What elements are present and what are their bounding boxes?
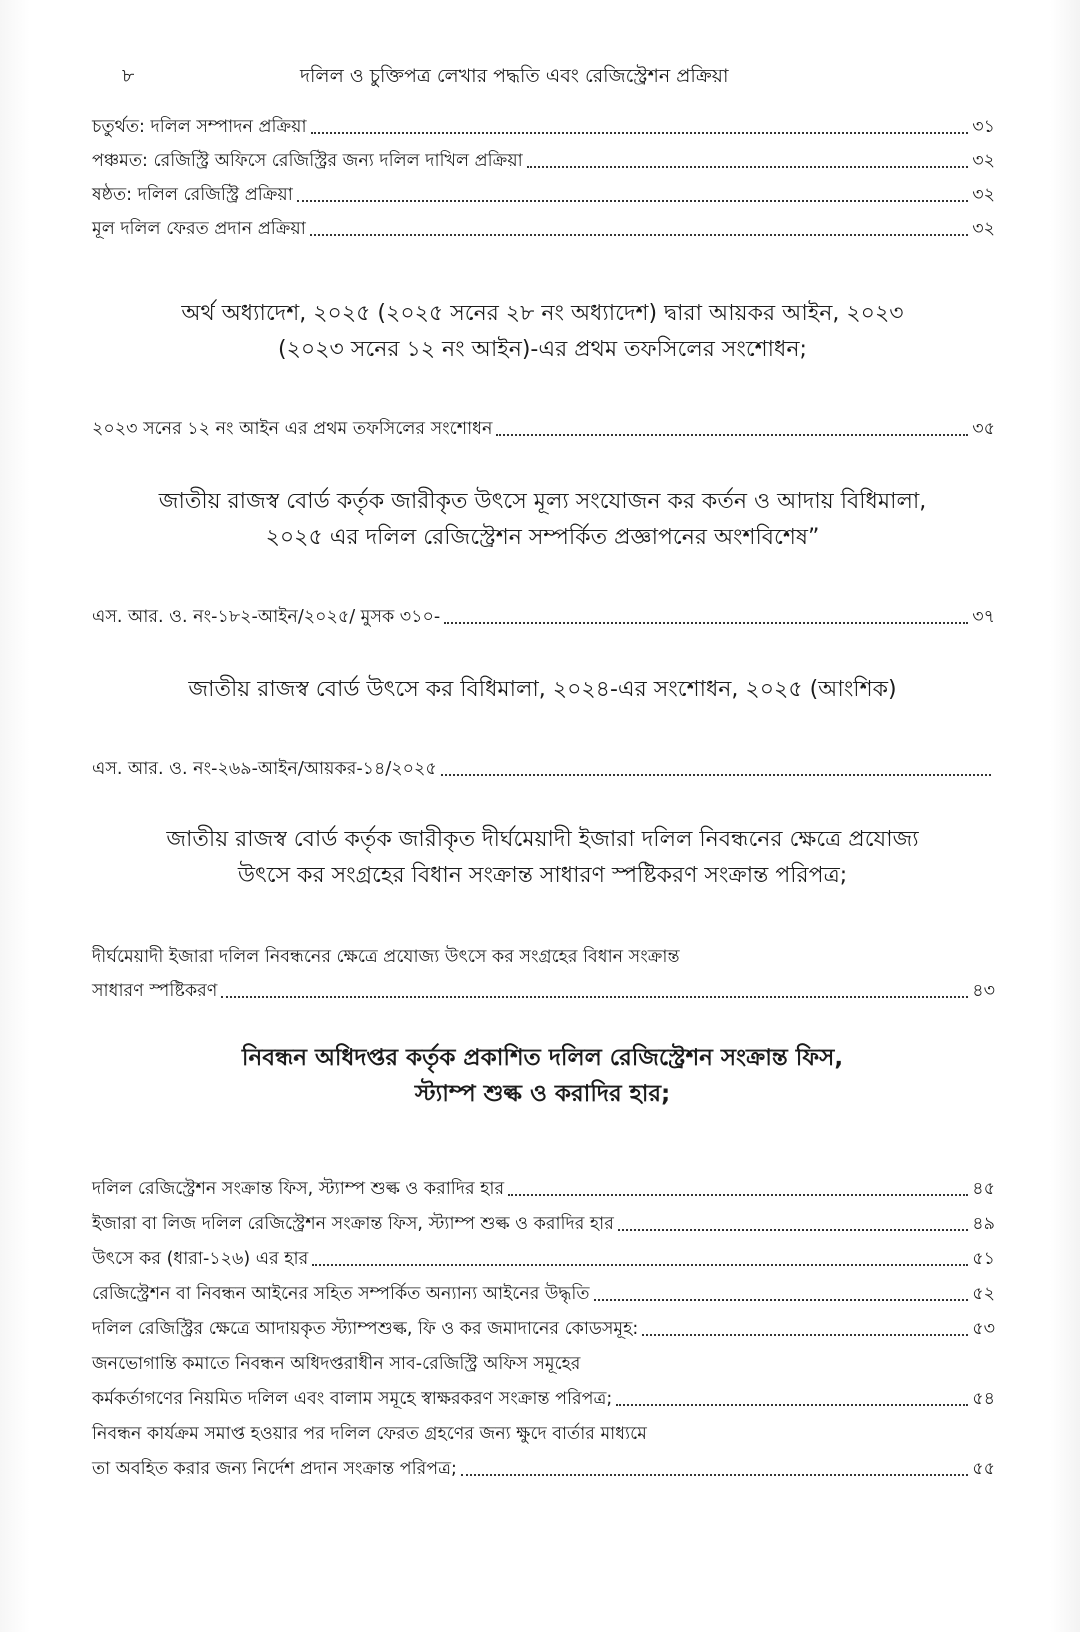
leader-dots xyxy=(527,166,969,168)
page-header xyxy=(90,62,990,92)
toc-entry-page: ৩২ xyxy=(972,219,995,239)
toc-entry[interactable] xyxy=(92,110,995,144)
toc-entry[interactable] xyxy=(92,178,995,212)
toc-entry-page: ৩৫ xyxy=(972,419,995,439)
section-heading xyxy=(90,484,995,556)
leader-dots xyxy=(616,1404,968,1406)
section-heading xyxy=(90,1040,995,1112)
section-heading-line: জাতীয় রাজস্ব বোর্ড কর্তৃক জারীকৃত উৎসে মূল্য সংযোজন কর কর্তন ও আদায় বিধিমালা, xyxy=(158,489,927,514)
toc-entry-page: ৩২ xyxy=(972,151,995,171)
toc-entry-text: নিবন্ধন কার্যক্রম সমাপ্ত হওয়ার পর দলিল ফেরত গ্রহণের জন্য ক্ষুদে বার্তার মাধ্যমে xyxy=(92,1424,647,1444)
section-heading-line: অর্থ অধ্যাদেশ, ২০২৫ (২০২৫ সনের ২৮ নং অধ্যাদেশ) দ্বারা আয়কর আইন, ২০২৩ xyxy=(181,301,904,326)
toc-entry[interactable] xyxy=(92,600,995,634)
toc-entry-multiline[interactable] xyxy=(92,1417,995,1451)
section-heading xyxy=(90,672,995,708)
toc-entry-page: ৩৭ xyxy=(972,607,995,627)
toc-entry-page: ৩২ xyxy=(972,185,995,205)
toc-entry-page: ৫৫ xyxy=(972,1459,995,1479)
toc-entry[interactable] xyxy=(92,1242,995,1276)
toc-entry-text: কর্মকর্তাগণের নিয়মিত দলিল এবং বালাম সমূহে স্বাক্ষরকরণ সংক্রান্ত পরিপত্র; xyxy=(92,1389,613,1409)
toc-entry[interactable] xyxy=(92,1382,995,1416)
toc-entry-page: ৪৫ xyxy=(972,1179,995,1199)
leader-dots xyxy=(496,434,968,436)
toc-entry-multiline[interactable] xyxy=(92,940,995,974)
toc-entry-text: ষষ্ঠত: দলিল রেজিস্ট্রি প্রক্রিয়া xyxy=(92,185,293,205)
toc-entry-text: চতুর্থত: দলিল সম্পাদন প্রক্রিয়া xyxy=(92,117,307,137)
leader-dots xyxy=(221,996,968,998)
section-heading-line: উৎসে কর সংগ্রহের বিধান সংক্রান্ত সাধারণ স্পষ্টিকরণ সংক্রান্ত পরিপত্র; xyxy=(237,863,848,888)
toc-entry-page: ৪৩ xyxy=(972,981,995,1001)
toc-entry-page: ৫২ xyxy=(972,1284,995,1304)
leader-dots xyxy=(618,1229,968,1231)
toc-entry-page: ৫১ xyxy=(972,1249,995,1269)
toc-entry[interactable] xyxy=(92,1172,995,1206)
toc-entry-text: উৎসে কর (ধারা-১২৬) এর হার xyxy=(92,1249,309,1269)
toc-entry-page: ৫৪ xyxy=(972,1389,995,1409)
toc-entry-text: ইজারা বা লিজ দলিল রেজিস্ট্রেশন সংক্রান্ত ফিস, স্ট্যাম্প শুল্ক ও করাদির হার xyxy=(92,1214,614,1234)
section-heading-line: জাতীয় রাজস্ব বোর্ড কর্তৃক জারীকৃত দীর্ঘমেয়াদী ইজারা দলিল নিবন্ধনের ক্ষেত্রে প্রযোজ্য xyxy=(166,827,919,852)
toc-entry[interactable] xyxy=(92,1312,995,1346)
leader-dots xyxy=(297,200,968,202)
section-heading-line: জাতীয় রাজস্ব বোর্ড উৎসে কর বিধিমালা, ২০২৪-এর সংশোধন, ২০২৫ (আংশিক) xyxy=(188,677,897,702)
toc-entry-page: ৩১ xyxy=(972,117,995,137)
section-heading-line: ২০২৫ এর দলিল রেজিস্ট্রেশন সম্পর্কিত প্রজ্ঞাপনের অংশবিশেষ” xyxy=(265,525,820,550)
leader-dots xyxy=(594,1299,969,1301)
leader-dots xyxy=(312,1264,968,1266)
toc-entry-multiline[interactable] xyxy=(92,1347,995,1381)
section-heading xyxy=(90,822,995,894)
section-heading-line: (২০২৩ সনের ১২ নং আইন)-এর প্রথম তফসিলের সংশোধন; xyxy=(278,337,807,362)
toc-entry-text: জনভোগান্তি কমাতে নিবন্ধন অধিদপ্তরাধীন সাব-রেজিস্ট্রি অফিস সমূহের xyxy=(92,1354,581,1374)
running-title: দলিল ও চুক্তিপত্র লেখার পদ্ধতি এবং রেজিস্ট্রেশন প্রক্রিয়া xyxy=(300,65,729,87)
toc-entry[interactable] xyxy=(92,1277,995,1311)
leader-dots xyxy=(642,1334,968,1336)
toc-entry[interactable] xyxy=(92,752,995,786)
leader-dots xyxy=(311,132,969,134)
leader-dots xyxy=(310,234,968,236)
toc-entry-text: রেজিস্ট্রেশন বা নিবন্ধন আইনের সহিত সম্পর্কিত অন্যান্য আইনের উদ্ধৃতি xyxy=(92,1284,590,1304)
toc-entry[interactable] xyxy=(92,1207,995,1241)
toc-entry-text: পঞ্চমত: রেজিস্ট্রি অফিসে রেজিস্ট্রির জন্য দলিল দাখিল প্রক্রিয়া xyxy=(92,151,523,171)
section-heading-line: স্ট্যাম্প শুল্ক ও করাদির হার; xyxy=(414,1081,671,1107)
toc-entry-text: এস. আর. ও. নং-১৮২-আইন/২০২৫/ মুসক ৩১০- xyxy=(92,607,441,627)
leader-dots xyxy=(508,1194,968,1196)
toc-entry[interactable] xyxy=(92,144,995,178)
toc-entry-page: ৫৩ xyxy=(972,1319,995,1339)
section-heading-line: নিবন্ধন অধিদপ্তর কর্তৃক প্রকাশিত দলিল রেজিস্ট্রেশন সংক্রান্ত ফিস, xyxy=(241,1045,844,1071)
toc-entry[interactable] xyxy=(92,1452,995,1486)
leader-dots xyxy=(444,622,968,624)
toc-entry-text: সাধারণ স্পষ্টিকরণ xyxy=(92,981,218,1001)
toc-entry[interactable] xyxy=(92,974,995,1008)
toc-entry[interactable] xyxy=(92,212,995,246)
toc-entry-text: দীর্ঘমেয়াদী ইজারা দলিল নিবন্ধনের ক্ষেত্রে প্রযোজ্য উৎসে কর সংগ্রহের বিধান সংক্রান্ত xyxy=(92,947,680,967)
leader-dots xyxy=(461,1474,968,1476)
toc-entry-page: ৪৯ xyxy=(972,1214,995,1234)
toc-entry-text: এস. আর. ও. নং-২৬৯-আইন/আয়কর-১৪/২০২৫ xyxy=(92,759,437,779)
toc-entry[interactable] xyxy=(92,412,995,446)
toc-entry-text: মূল দলিল ফেরত প্রদান প্রক্রিয়া xyxy=(92,219,306,239)
section-heading xyxy=(90,296,995,368)
page-number: ৮ xyxy=(122,65,135,87)
toc-entry-text: দলিল রেজিস্ট্রির ক্ষেত্রে আদায়কৃত স্ট্যাম্পশুল্ক, ফি ও কর জমাদানের কোডসমূহ: xyxy=(92,1319,639,1339)
leader-dots xyxy=(441,774,991,776)
toc-entry-text: দলিল রেজিস্ট্রেশন সংক্রান্ত ফিস, স্ট্যাম্প শুল্ক ও করাদির হার xyxy=(92,1179,505,1199)
toc-entry-text: তা অবহিত করার জন্য নির্দেশ প্রদান সংক্রান্ত পরিপত্র; xyxy=(92,1459,457,1479)
toc-entry-text: ২০২৩ সনের ১২ নং আইন এর প্রথম তফসিলের সংশোধন xyxy=(92,419,493,439)
